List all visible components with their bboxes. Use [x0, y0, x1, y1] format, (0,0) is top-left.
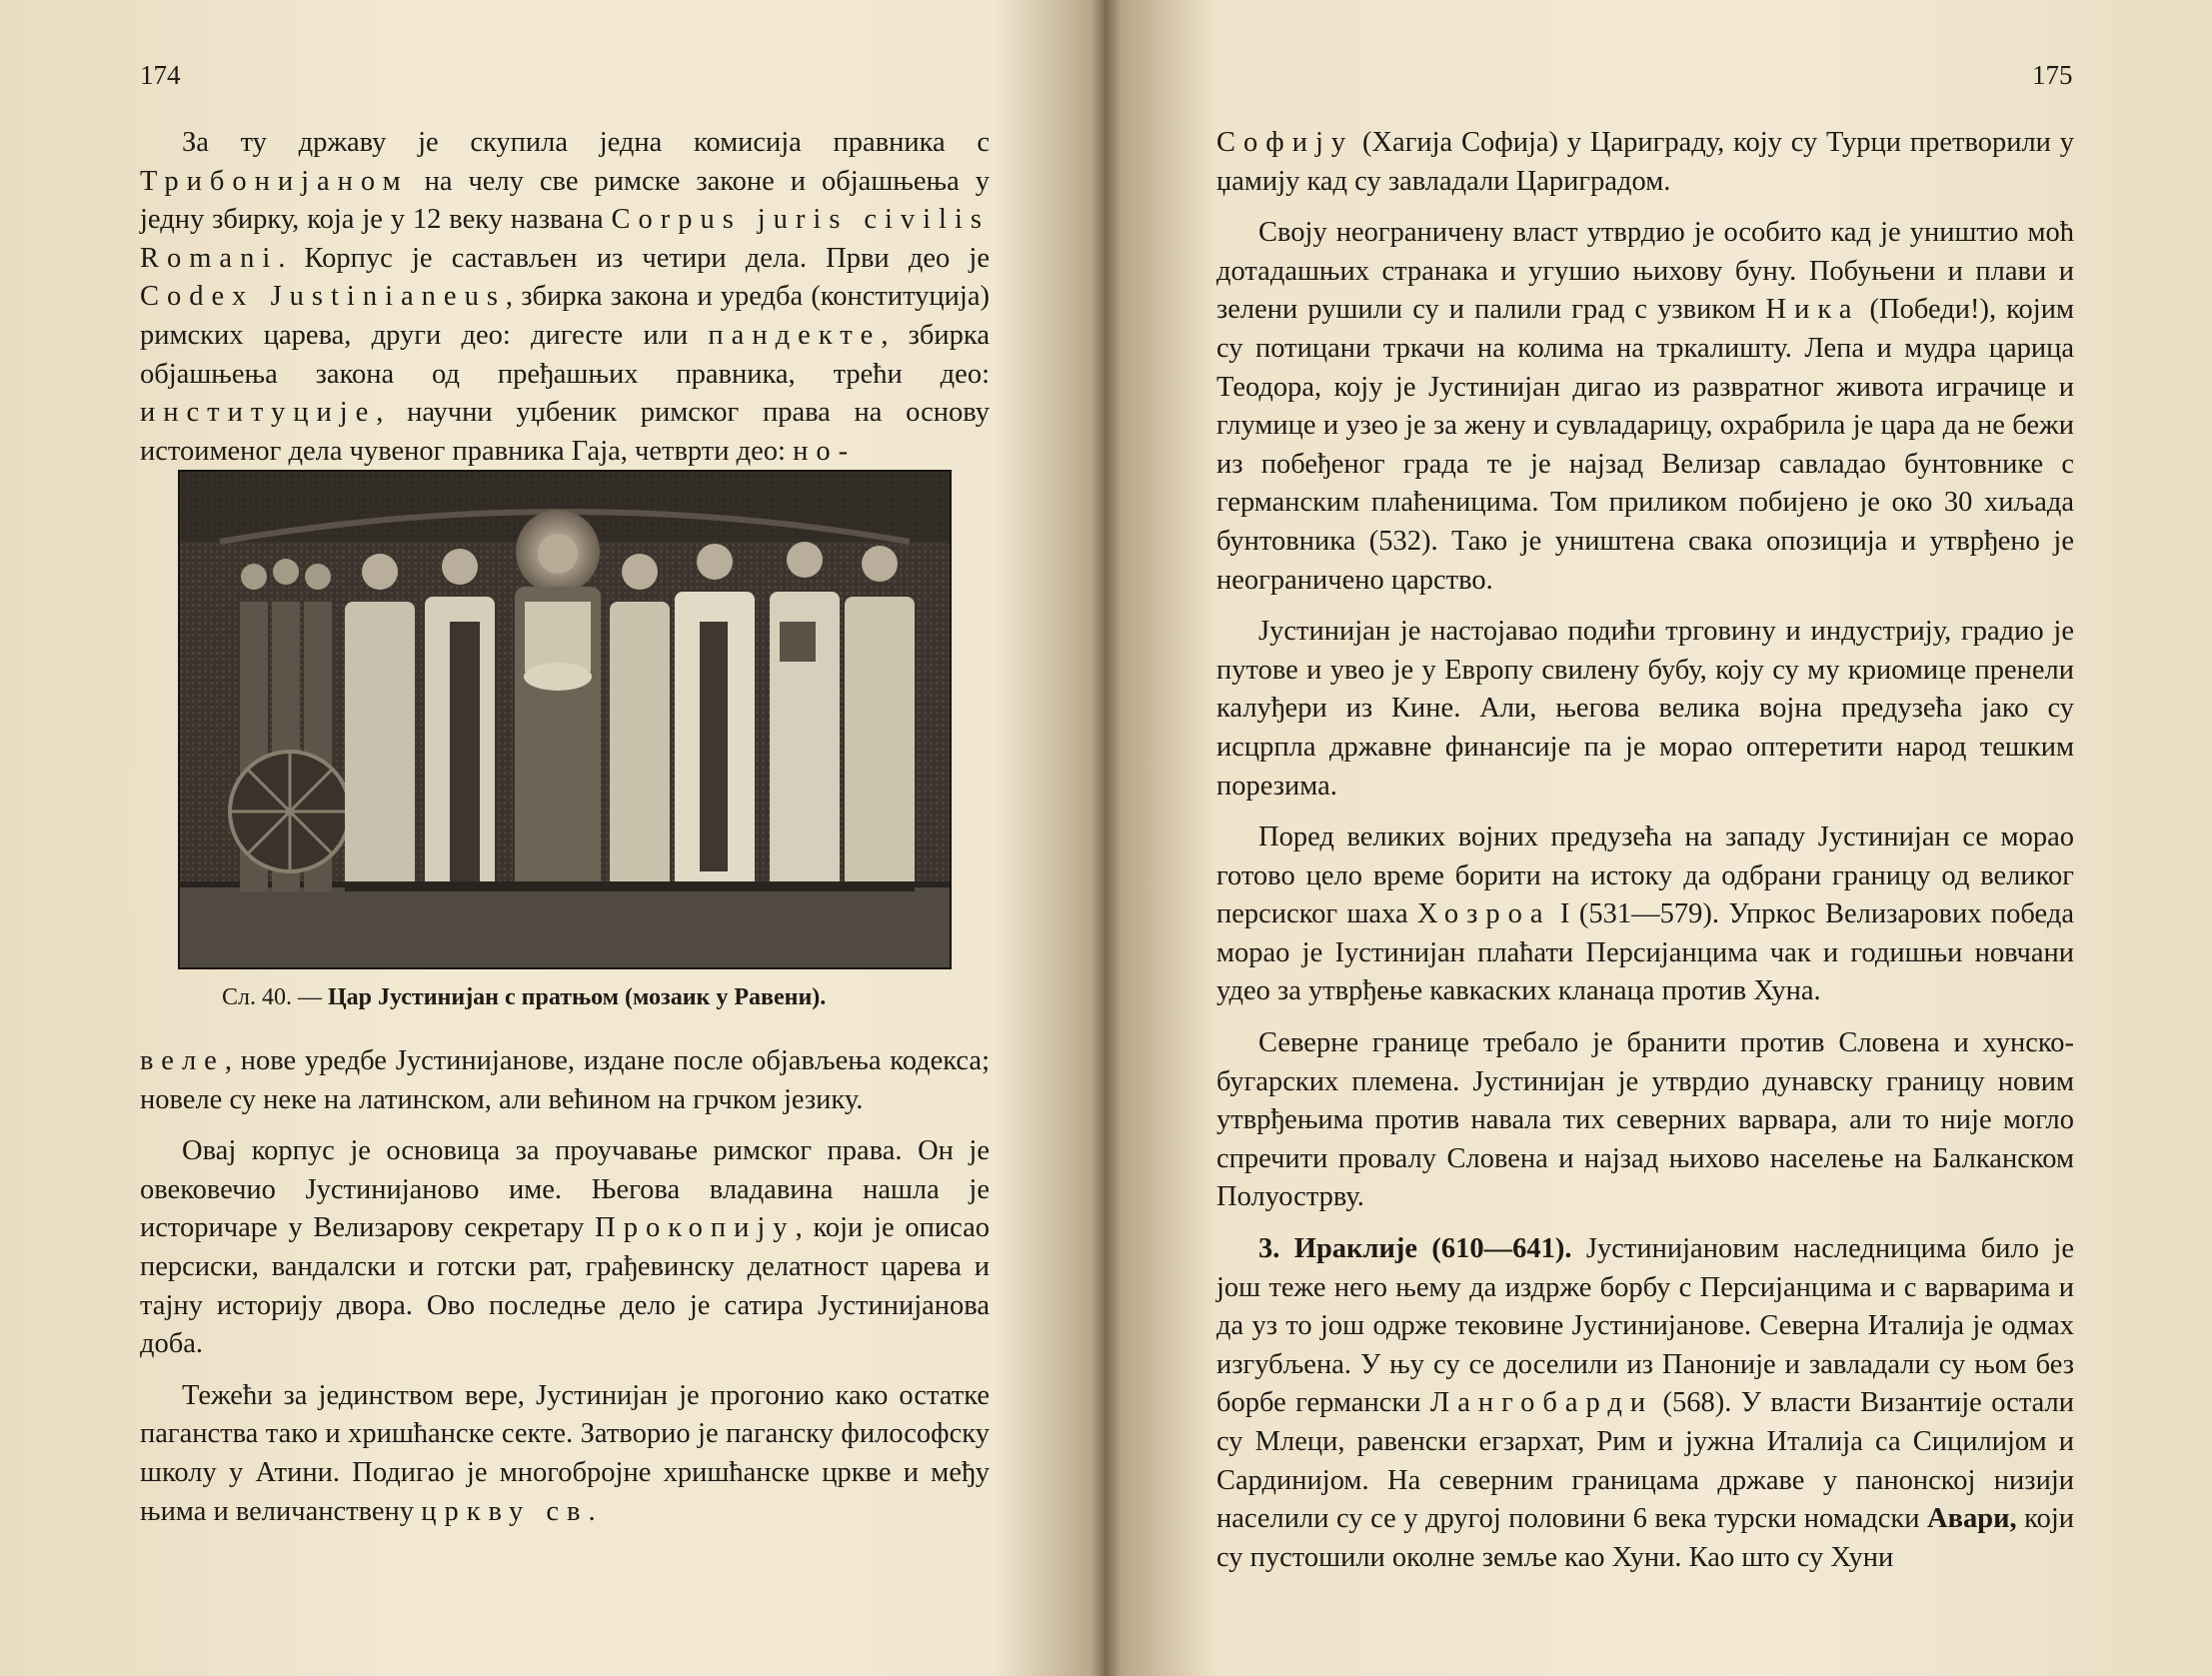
text-run: на челу све римске законе и објашњења у једну збирку, која је у 12 веку названа	[140, 165, 990, 236]
spaced-text: но-	[793, 435, 857, 467]
mosaic-illustration	[178, 470, 952, 969]
spaced-text: Corpus juris civilis Romani	[140, 204, 990, 274]
bold-text: 3. Ираклије (610—641).	[1258, 1233, 1572, 1265]
text-run: (Хагија Софија) у Цариграду, коју су Турци претворили у џамију кад су завладали Цариградом.	[1216, 127, 2074, 197]
page-number-left: 174	[140, 60, 181, 90]
text-run: (568). У власти Византије остали су Млеци, равенски егзархат, Рим и јужна Италија са Сицилијом и Сардинијом. На северним границама државе у панонској низији населили су се у другој половини 6 века турски номадски	[1216, 1387, 2075, 1535]
spaced-text: Ника	[1765, 294, 1860, 326]
caption-title: Цар Јустинијан с пратњом (мозаик у Равени).	[327, 984, 827, 1010]
paragraph	[140, 124, 990, 471]
paragraph	[140, 1377, 990, 1531]
paragraph	[1216, 124, 2074, 201]
spaced-text: Хозроа	[1417, 898, 1551, 930]
spaced-text: Лангобарди	[1429, 1387, 1654, 1419]
left-page	[0, 0, 1100, 1676]
text-run: , који је описао персиски, вандалски и готски рат, грађевинску делатност царева и тајну историју двора. Ово последње дело је сатира Јустинијанова доба.	[140, 1212, 991, 1360]
paragraph	[1216, 214, 2074, 600]
spaced-text: пандекте	[708, 319, 882, 351]
paragraph	[1216, 1230, 2074, 1577]
spaced-text: Codex Justinianeus	[140, 281, 506, 313]
figure-caption	[222, 984, 826, 1011]
paragraph	[140, 1132, 990, 1364]
right-text	[1216, 124, 2074, 1577]
page-number-right: 175	[2032, 60, 2073, 90]
text-run: За ту државу је скупила једна комисија правника с	[182, 127, 990, 158]
text-run: Тежећи за јединством вере, Јустинијан је прогонио како остатке паганства тако и хришћанске секте. Затворио је паганску философску школу у Атини. Подигао је многобројне хришћанске цркве и међу њима и величанствену	[140, 1379, 990, 1527]
spaced-text: Прокопију	[595, 1212, 796, 1244]
left-text-bottom	[140, 1042, 990, 1531]
spaced-text: цркву св.	[421, 1495, 604, 1527]
text-run: Северне границе требало је бранити против Словена и хунско-бугарских племена. Јустинијан је утврдио дунавску границу новим утврђењима против навала тих северних варвара, али то није могло спречити провалу Словена и најзад њихово населење на Балканском Полуострву.	[1216, 1027, 2074, 1213]
text-run: који су пустошили околне земље као Хуни. Као што су Хуни	[1216, 1503, 2074, 1573]
text-run: . Корпус је састављен из четири дела. Први део је	[278, 242, 990, 274]
text-run: Своју неограничену власт утврдио је особито кад је уништио моћ дотадашњих странака и угушио њихову буну. Побуњени и плави и зелени рушили су и палили град с узвиком	[1216, 217, 2074, 326]
caption-prefix: Сл. 40. —	[222, 984, 322, 1010]
mosaic-image	[180, 472, 950, 967]
right-page	[1112, 0, 2212, 1676]
text-run: , научни уџбеник римског права на основу истоименог дела чувеног правника Гаја, четврти део:	[140, 397, 990, 467]
spaced-text: институције	[140, 397, 377, 429]
text-run: Овај корпус је основица за проучавање римског права. Он је овековечио Јустинијаново име. Његова владавина нашла је историчаре у Велизарову секретару	[140, 1135, 990, 1244]
text-run: , збирка објашњења закона од пређашњих правника, трећи део:	[140, 319, 991, 390]
text-run: (Победи!), којим су потицани тркачи на колима на тркалишту. Лепа и мудра царица Теодора, коју је Јустинијан дигао из развратног живота играчице и глумице и узео је за жену и сувладарицу, охрабрила је цара да не бежи из побеђеног града те је најзад Велизар савладао бунтовнике с германским плаћеницима. Том приликом побијено је око 30 хиљада бунтовника (532). Тако је уништена свака опозиција и утврђено је неограничено царство.	[1216, 294, 2074, 596]
text-run: Јустинијановим наследницима било је још теже него њему да издрже борбу с Персијанцима и с варварима и да уз то још одрже тековине Јустинијанове. Северна Италија је одмах изгубљена. У њу су се доселили из Паноније и завладали су њом без борбе германски	[1216, 1233, 2074, 1419]
text-run: Поред великих војних предузећа на западу Јустинијан се морао готово цело време борити на истоку да одбрани границу од великог персиског шаха	[1216, 822, 2074, 930]
paragraph	[1216, 819, 2074, 1011]
text-run: , нове уредбе Јустинијанове, издане после објављења кодекса; новеле су неке на латинском, али већином на грчком језику.	[140, 1045, 990, 1115]
paragraph	[1216, 613, 2074, 806]
spaced-text: веле	[140, 1045, 225, 1076]
spaced-text: Софију	[1216, 127, 1354, 158]
paragraph	[1216, 1024, 2074, 1217]
text-run: , збирка закона и уредба (конституција) римских царева, други део: дигесте или	[140, 281, 990, 351]
paragraph	[140, 1042, 990, 1119]
text-run: Јустинијан је настојавао подићи трговину и индустрију, градио је путове и увео је у Европу свилену бубу, коју су му криомице пренели калуђери из Кине. Али, његова велика војна предузећа јако су исцрпла државне финансије па је морао оптеретити народ тешким порезима.	[1216, 616, 2074, 802]
text-run: I (531—579). Упркос Велизарових победа морао је Іустинијан плаћати Персијанцима чак и годишњи новчани удео за утврђење кавкаских кланаца против Хуна.	[1216, 898, 2074, 1007]
spaced-text: Трибонијаном	[140, 165, 409, 197]
left-text-top	[140, 124, 990, 471]
bold-text: Авари,	[1927, 1503, 2017, 1535]
